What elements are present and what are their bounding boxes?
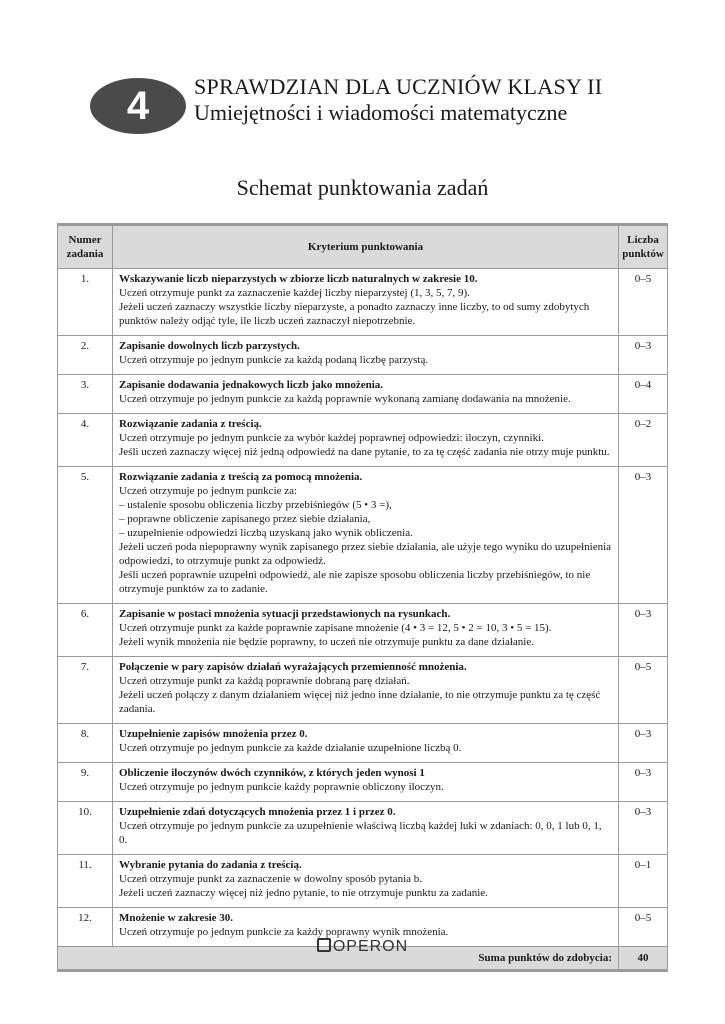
header-number: Numer zadania — [58, 225, 113, 269]
task-points: 0–4 — [619, 375, 668, 414]
task-number: 5. — [58, 467, 113, 604]
operon-logo-icon — [317, 938, 331, 952]
criterion-line: Uczeń otrzymuje po jednym punkcie za wybór każdej poprawnej odpowiedzi: iloczyn, czynniki. — [119, 432, 544, 444]
criterion-title: Wskazywanie liczb nieparzystych w zbiorze liczb naturalnych w zakresie 10. — [119, 273, 478, 285]
task-criterion — [113, 657, 619, 724]
task-number: 1. — [58, 269, 113, 336]
table-row — [58, 657, 668, 724]
task-points: 0–3 — [619, 336, 668, 375]
criterion-line: Uczeń otrzymuje po jednym punkcie za uzupełnienie właściwą liczbą każdej luki w zdaniach: 0, 0, 1 lub 0, 1, 0. — [119, 820, 602, 846]
header — [90, 72, 690, 142]
criterion-line: Jeżeli uczeń zaznaczy więcej niż jedno pytanie, to nie otrzymuje punktu za zadanie. — [119, 887, 488, 899]
criterion-line: – ustalenie sposobu obliczenia liczby przebiśniegów (5 • 3 =), — [119, 499, 392, 511]
table-row — [58, 467, 668, 604]
criterion-title: Mnożenie w zakresie 30. — [119, 912, 234, 924]
task-criterion — [113, 604, 619, 657]
task-criterion — [113, 855, 619, 908]
header-criterion: Kryterium punktowania — [113, 225, 619, 269]
header-points: Liczba punktów — [619, 225, 668, 269]
task-criterion — [113, 414, 619, 467]
task-points: 0–3 — [619, 802, 668, 855]
table-body — [58, 269, 668, 947]
sum-label: Suma punktów do zdobycia: — [58, 947, 619, 971]
table-row — [58, 375, 668, 414]
footer-logo — [0, 938, 725, 956]
task-number: 4. — [58, 414, 113, 467]
task-criterion — [113, 269, 619, 336]
table-row — [58, 855, 668, 908]
criterion-title: Uzupełnienie zapisów mnożenia przez 0. — [119, 728, 308, 740]
criterion-title: Zapisanie w postaci mnożenia sytuacji przedstawionych na rysunkach. — [119, 608, 451, 620]
test-title: SPRAWDZIAN DLA UCZNIÓW KLASY II — [194, 74, 603, 99]
task-number: 8. — [58, 724, 113, 763]
criterion-title: Wybranie pytania do zadania z treścią. — [119, 859, 302, 871]
criterion-title: Połączenie w pary zapisów działań wyrażających przemienność mnożenia. — [119, 661, 467, 673]
task-points: 0–3 — [619, 604, 668, 657]
task-points: 0–5 — [619, 908, 668, 947]
test-number-badge: 4 — [90, 78, 186, 134]
task-criterion — [113, 763, 619, 802]
criterion-line: Uczeń otrzymuje punkt za zaznaczenie w dowolny sposób pytania b. — [119, 873, 423, 885]
task-points: 0–1 — [619, 855, 668, 908]
task-criterion — [113, 375, 619, 414]
criterion-line: Uczeń otrzymuje punkt za każde poprawnie zapisane mnożenie (4 • 3 = 12, 5 • 2 = 10, 3 • 5 = 15). — [119, 622, 552, 634]
task-criterion — [113, 336, 619, 375]
table-row — [58, 763, 668, 802]
criterion-line: Uczeń otrzymuje po jednym punkcie każdy poprawnie obliczony iloczyn. — [119, 781, 444, 793]
criterion-line: Jeżeli wynik mnożenia nie będzie poprawny, to uczeń nie otrzymuje punktu za dane działanie. — [119, 636, 534, 648]
task-points: 0–3 — [619, 763, 668, 802]
task-points: 0–3 — [619, 724, 668, 763]
task-number: 9. — [58, 763, 113, 802]
task-criterion — [113, 724, 619, 763]
task-number: 2. — [58, 336, 113, 375]
task-points: 0–5 — [619, 657, 668, 724]
task-number: 3. — [58, 375, 113, 414]
task-number: 12. — [58, 908, 113, 947]
criterion-line: Jeżeli uczeń połączy z danym działaniem więcej niż jedno inne działanie, to nie otrzymuje punktu za tę część zadania. — [119, 689, 601, 715]
section-title: Schemat punktowania zadań — [236, 175, 489, 200]
criterion-line: Jeżeli uczeń poda niepoprawny wynik zapisanego przez siebie działania, ale użyje tego wyniku do uzupełnienia odpowiedzi, to otrzymuje punkt za odpowiedź. — [119, 541, 612, 567]
criterion-title: Uzupełnienie zdań dotyczących mnożenia przez 1 i przez 0. — [119, 806, 396, 818]
scoring-table — [57, 223, 668, 972]
criterion-title: Rozwiązanie zadania z treścią za pomocą mnożenia. — [119, 471, 363, 483]
criterion-title: Rozwiązanie zadania z treścią. — [119, 418, 262, 430]
task-points: 0–2 — [619, 414, 668, 467]
brand-name: OPERON — [332, 938, 409, 955]
task-points: 0–5 — [619, 269, 668, 336]
criterion-line: Uczeń otrzymuje punkt za zaznaczenie każdej liczby nieparzystej (1, 3, 5, 7, 9). — [119, 287, 470, 299]
table-row — [58, 336, 668, 375]
criterion-line: Jeżeli uczeń zaznaczy wszystkie liczby nieparzyste, a ponadto zaznaczy inne liczby, to od sumy zdobytych punktów należy odjąć tyle, ile liczb uczeń zaznaczył niepotrzebnie. — [119, 301, 590, 327]
sum-value: 40 — [619, 947, 668, 971]
table-row — [58, 269, 668, 336]
table-row — [58, 414, 668, 467]
task-number: 6. — [58, 604, 113, 657]
criterion-line: Uczeń otrzymuje po jednym punkcie za każde działanie uzupełnione liczbą 0. — [119, 742, 462, 754]
task-points: 0–3 — [619, 467, 668, 604]
criterion-line: Jeśli uczeń poprawnie uzupełni odpowiedź, ale nie zapisze sposobu obliczenia liczby przebiśniegów, to nie otrzymuje punktów za to zadanie. — [119, 569, 591, 595]
task-number: 10. — [58, 802, 113, 855]
task-number: 11. — [58, 855, 113, 908]
criterion-title: Zapisanie dowolnych liczb parzystych. — [119, 340, 300, 352]
table-row — [58, 802, 668, 855]
test-subtitle: Umiejętności i wiadomości matematyczne — [194, 100, 568, 125]
table-header-row — [58, 225, 668, 269]
criterion-line: Jeśli uczeń zaznaczy więcej niż jedną odpowiedź na dane pytanie, to za tę część zadania nie otrzy muje punktu. — [119, 446, 610, 458]
criterion-line: Uczeń otrzymuje po jednym punkcie za każdy poprawny wynik mnożenia. — [119, 926, 449, 938]
task-criterion — [113, 802, 619, 855]
criterion-title: Obliczenie iloczynów dwóch czynników, z których jeden wynosi 1 — [119, 767, 425, 779]
task-number: 7. — [58, 657, 113, 724]
criterion-line: Uczeń otrzymuje po jednym punkcie za każdą poprawnie wykonaną zamianę dodawania na mnożenie. — [119, 393, 571, 405]
criterion-line: – poprawne obliczenie zapisanego przez siebie działania, — [119, 513, 371, 525]
criterion-line: Uczeń otrzymuje punkt za każdą poprawnie dobraną parę działań. — [119, 675, 410, 687]
table-row — [58, 604, 668, 657]
task-criterion — [113, 467, 619, 604]
criterion-line: Uczeń otrzymuje po jednym punkcie za każdą podaną liczbę parzystą. — [119, 354, 429, 366]
criterion-title: Zapisanie dodawania jednakowych liczb jako mnożenia. — [119, 379, 384, 391]
criterion-line: Uczeń otrzymuje po jednym punkcie za: — [119, 485, 298, 497]
table-row — [58, 724, 668, 763]
criterion-line: – uzupełnienie odpowiedzi liczbą uzyskaną jako wynik obliczenia. — [119, 527, 413, 539]
